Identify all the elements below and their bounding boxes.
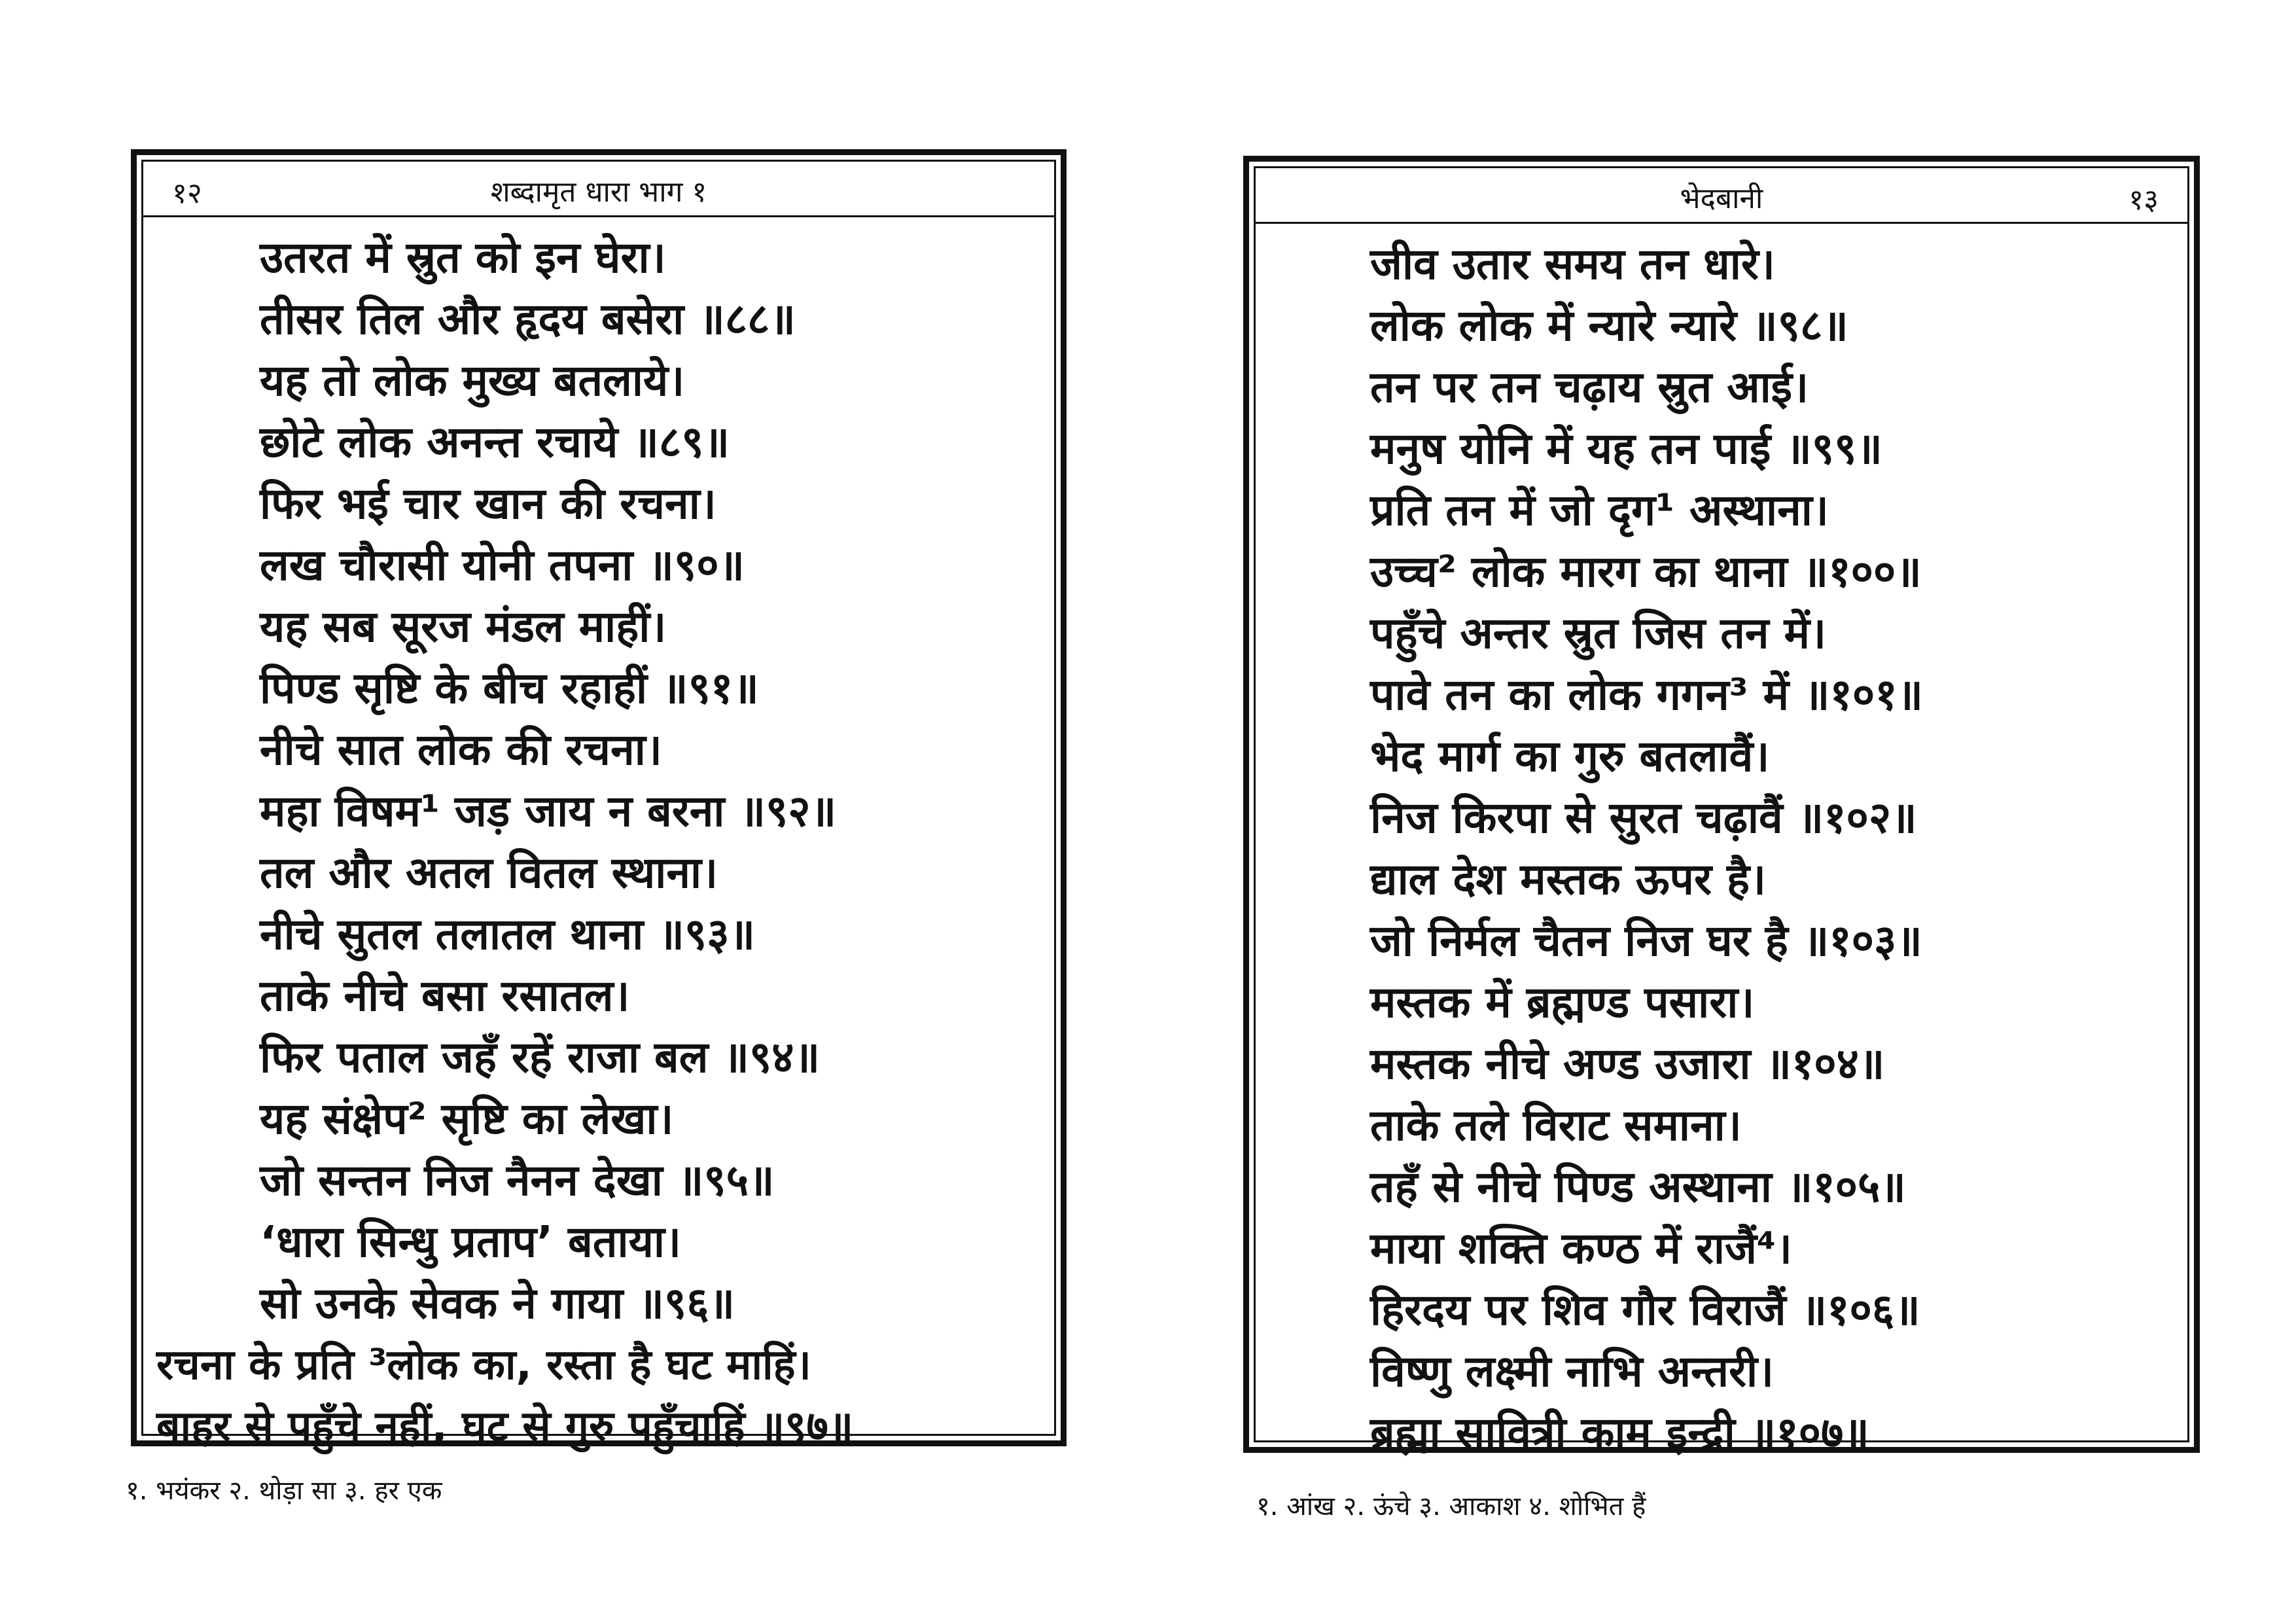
left-page-frame (131, 149, 1067, 1451)
left-page-number: १२ (172, 177, 202, 210)
verse-line: नीचे सात लोक की रचना। (260, 724, 662, 775)
verse-line: ब्रह्मा सावित्री काम इन्द्री ॥१०७॥ (1370, 1408, 1869, 1458)
verse-line: तल और अतल वितल स्थाना। (260, 847, 718, 898)
verse-line: सो उनके सेवक ने गाया ॥९६॥ (260, 1278, 735, 1329)
verse-line: ताके तले विराट समाना। (1370, 1100, 1742, 1150)
left-footnote: १. भयंकर २. थोड़ा सा ३. हर एक (126, 1476, 442, 1506)
left-page-header (143, 162, 1054, 217)
verse-line: जीव उतार समय तन धारे। (1370, 239, 1775, 289)
verse-line: उतरत में स्रुत को इन घेरा। (260, 232, 666, 283)
verse-line: प्रति तन में जो दृग¹ अस्थाना। (1370, 485, 1829, 535)
verse-line: पहुँचे अन्तर स्रुत जिस तन में। (1370, 608, 1827, 658)
verse-line: लख चौरासी योनी तपना ॥९०॥ (260, 540, 745, 590)
verse-line: ‘धारा सिन्धु प्रताप’ बताया। (260, 1217, 681, 1267)
verse-line: ताके नीचे बसा रसातल। (260, 971, 630, 1021)
verse-line: फिर भई चार खान की रचना। (260, 478, 716, 529)
verse-line: तन पर तन चढ़ाय स्रुत आई। (1370, 362, 1809, 412)
verse-line: पिण्ड सृष्टि के बीच रहाहीं ॥९१॥ (260, 663, 759, 713)
right-page-header (1256, 168, 2187, 224)
verse-line: भेद मार्ग का गुरु बतलावैं। (1370, 731, 1770, 781)
verse-line: लोक लोक में न्यारे न्यारे ॥९८॥ (1370, 300, 1848, 351)
verse-line: यह तो लोक मुख्य बतलाये। (260, 355, 685, 406)
right-verse-list (1256, 234, 2187, 1464)
verse-line: मस्तक में ब्रह्मण्ड पसारा। (1370, 977, 1755, 1027)
left-verse-list (143, 227, 1054, 1457)
verse-line: द्याल देश मस्तक ऊपर है। (1370, 854, 1767, 904)
verse-line: जो सन्तन निज नैनन देखा ॥९५॥ (260, 1155, 775, 1205)
right-page-frame (1243, 156, 2200, 1458)
verse-line: तीसर तिल और हृदय बसेरा ॥८८॥ (260, 294, 796, 344)
verse-line: यह संक्षेप² सृष्टि का लेखा। (260, 1094, 674, 1144)
verse-line: मनुष योनि में यह तन पाई ॥९९॥ (1370, 423, 1882, 474)
right-page-number: १३ (2128, 183, 2159, 217)
left-page-title: शब्दामृत धारा भाग १ (490, 175, 707, 209)
doha-line: बाहर से पहुँचे नहीं, घट से गुरु पहुँचाहिं ॥९७॥ (156, 1402, 854, 1451)
left-page-inner-border (141, 160, 1056, 1451)
verse-line: छोटे लोक अनन्त रचाये ॥८९॥ (260, 417, 730, 467)
verse-line: उच्च² लोक मारग का थाना ॥१००॥ (1370, 546, 1922, 597)
right-page-title: भेदबानी (1680, 182, 1763, 215)
verse-line: फिर पताल जहँ रहें राजा बल ॥९४॥ (260, 1032, 821, 1082)
right-footnote: १. आंख २. ऊंचे ३. आकाश ४. शोभित हैं (1256, 1491, 1646, 1522)
doha-line: रचना के प्रति ³लोक का, रस्ता है घट माहिं। (156, 1341, 811, 1389)
verse-line: विष्णु लक्ष्मी नाभि अन्तरी। (1370, 1346, 1775, 1397)
verse-line: मस्तक नीचे अण्ड उजारा ॥१०४॥ (1370, 1039, 1885, 1089)
verse-line: यह सब सूरज मंडल माहीं। (260, 601, 667, 652)
verse-line: जो निर्मल चैतन निज घर है ॥१०३॥ (1370, 916, 1922, 966)
verse-line: निज किरपा से सुरत चढ़ावैं ॥१०२॥ (1370, 793, 1917, 843)
right-page-inner-border (1254, 166, 2189, 1458)
verse-line: हिरदय पर शिव गौर विराजैं ॥१०६॥ (1370, 1285, 1920, 1335)
verse-line: महा विषम¹ जड़ जाय न बरना ॥९२॥ (260, 786, 837, 836)
verse-line: माया शक्ति कण्ठ में राजैं⁴। (1370, 1223, 1792, 1274)
verse-line: पावे तन का लोक गगन³ में ॥१०१॥ (1370, 669, 1924, 720)
verse-line: तहँ से नीचे पिण्ड अस्थाना ॥१०५॥ (1370, 1162, 1906, 1212)
verse-line: नीचे सुतल तलातल थाना ॥९३॥ (260, 909, 756, 959)
